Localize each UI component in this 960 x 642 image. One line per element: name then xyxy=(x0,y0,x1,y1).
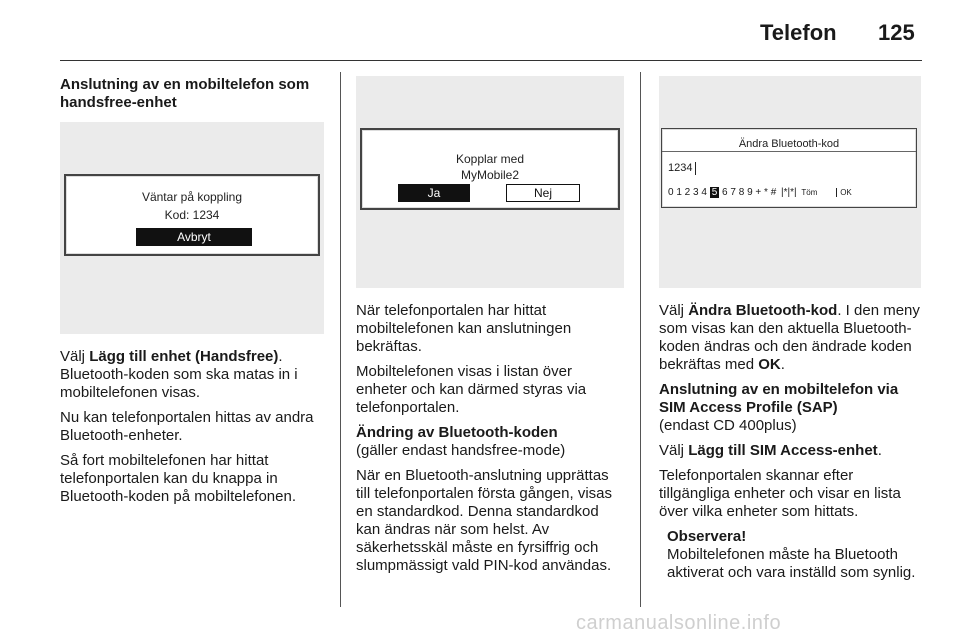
watermark: carmanualsonline.info xyxy=(576,612,782,634)
speller-selected-digit[interactable]: 5 xyxy=(711,187,718,198)
paragraph-default-code: När en Bluetooth-anslutning upprättas till telefonportalen första gången, visas en standardkod. Denna standardkod kan ändras när som helst. Av säkerhetsskäl måste en fyrsiffrig och slumpmässigt vald PIN-kod användas. xyxy=(356,467,612,574)
display-frame xyxy=(64,174,320,256)
title-underline xyxy=(662,151,916,152)
column-2 xyxy=(356,76,624,582)
column-divider-2 xyxy=(640,72,641,607)
paragraph-select-handsfree: Välj Lägg till enhet (Handsfree). Bluetooth-koden som ska matas in i mobiltelefonen visas. xyxy=(60,348,298,401)
pairing-status: Väntar på koppling xyxy=(141,190,243,204)
note-title: Observera! xyxy=(667,528,747,545)
display-frame xyxy=(360,128,620,210)
paragraph-select-sap: Välj Lägg till SIM Access-enhet. xyxy=(659,442,882,459)
speller-digits-rest[interactable]: 6 7 8 9 + * # xyxy=(722,187,777,198)
paragraph-change-code: Välj Ändra Bluetooth-kod. I den meny som visas kan den aktuella Bluetooth-koden ändras och den ändrade koden bekräftas med OK. xyxy=(659,302,920,373)
page-number: 125 xyxy=(878,20,915,45)
screen-illustration-connecting xyxy=(356,76,624,288)
section-heading-handsfree: Anslutning av en mobiltelefon som handsfree-enhet xyxy=(60,76,310,111)
column-3 xyxy=(659,76,927,589)
column-1 xyxy=(60,76,324,513)
paragraph-device-list: Mobiltelefonen visas i listan över enheter och kan därmed styras via telefonportalen. xyxy=(356,363,587,416)
note-text: Mobiltelefonen måste ha Bluetooth aktiverat och vara inställd som synlig. xyxy=(667,546,916,581)
section-subheading-handsfree: (gäller endast handsfree-mode) xyxy=(356,442,566,459)
display-frame xyxy=(661,128,917,208)
note-block xyxy=(667,528,927,582)
arrow-keys[interactable]: |*|*| xyxy=(781,187,797,198)
device-name: MyMobile2 xyxy=(460,168,520,182)
speller-row[interactable] xyxy=(668,184,852,202)
cancel-button[interactable]: Avbryt xyxy=(136,228,252,246)
section-heading-sap: Anslutning av en mobiltelefon via SIM Access Profile (SAP) xyxy=(659,381,899,416)
connecting-status: Kopplar med xyxy=(455,152,525,166)
yes-button[interactable]: Ja xyxy=(398,184,470,202)
paragraph-confirm: När telefonportalen har hittat mobiltelefonen kan anslutningen bekräftas. xyxy=(356,302,572,355)
column-divider-1 xyxy=(340,72,341,607)
pairing-code: Kod: 1234 xyxy=(164,208,220,222)
paragraph-enter-code: Så fort mobiltelefonen har hittat telefonportalen kan du knappa in Bluetooth-koden på mobiltelefonen. xyxy=(60,452,297,505)
clear-key[interactable]: Töm xyxy=(801,188,818,197)
ok-key[interactable]: OK xyxy=(836,188,852,197)
paragraph-scan: Telefonportalen skannar efter tillgängliga enheter och visar en lista över vilka enheter som hittats. xyxy=(659,467,901,520)
section-heading-change-code: Ändring av Bluetooth-koden xyxy=(356,424,558,441)
screen-illustration-change-code xyxy=(659,76,921,288)
paragraph-discoverable: Nu kan telefonportalen hittas av andra Bluetooth-enheter. xyxy=(60,409,314,444)
no-button[interactable]: Nej xyxy=(506,184,580,202)
header-title: Telefon xyxy=(760,20,837,45)
screen-illustration-pairing xyxy=(60,122,324,334)
section-subheading-sap: (endast CD 400plus) xyxy=(659,417,797,434)
speller-digits[interactable]: 0 1 2 3 4 xyxy=(668,187,707,198)
header-divider xyxy=(60,60,922,61)
dialog-title: Ändra Bluetooth-kod xyxy=(738,138,840,150)
code-entry-field[interactable]: 1234 xyxy=(668,159,696,177)
